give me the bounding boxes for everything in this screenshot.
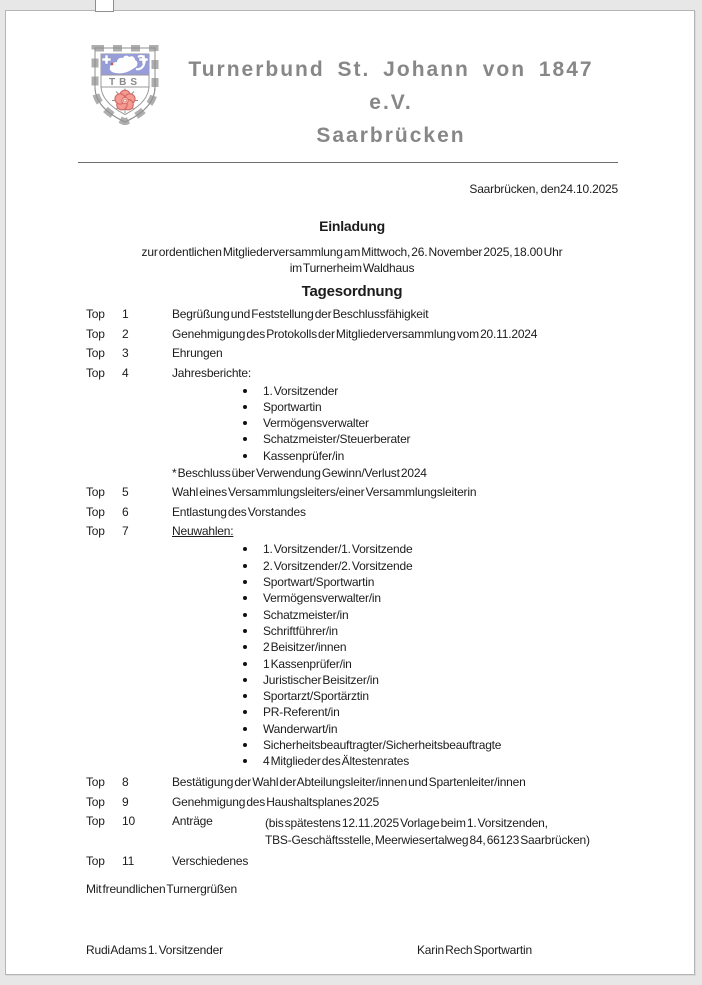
item-text: Wahl eines Versammlungsleiters/einer Versammlungsleiterin xyxy=(172,485,477,500)
item-body xyxy=(172,506,618,519)
top-label: Top xyxy=(86,346,105,360)
agenda-item-top-8 xyxy=(86,776,618,789)
bullet-list xyxy=(172,541,618,769)
agenda-item-top-5 xyxy=(86,486,618,499)
date-line: Saarbrücken, den24.10.2025 xyxy=(469,182,618,196)
top-label: Top xyxy=(86,794,105,809)
bullet-item: Vermögensverwalter/in xyxy=(172,590,618,606)
item-body xyxy=(172,308,618,321)
bullet-item: Schriftführer/in xyxy=(172,623,618,639)
item-text: Jahresberichte: xyxy=(172,365,252,380)
item-text: Neuwahlen: xyxy=(172,524,234,539)
bullet-item: Schatzmeister/in xyxy=(172,607,618,623)
top-label: Top xyxy=(86,814,105,829)
bullet-item: PR-Referent/in xyxy=(172,704,618,720)
bullet-item: Schatzmeister/Steuerberater xyxy=(172,431,618,447)
paren-line: (bis spätestens 12.11.2025 Vorlage beim 1. Vorsitzenden, xyxy=(265,816,548,831)
agenda-heading: Tagesordnung xyxy=(301,283,403,300)
agenda-list xyxy=(86,308,618,868)
signature-row xyxy=(86,943,618,957)
bullet-item: Sicherheitsbeauftragter/Sicherheitsbeauftragte xyxy=(172,737,618,753)
top-number: 3 xyxy=(122,346,129,360)
top-label: Top xyxy=(86,524,105,539)
item-text: Verschiedenes xyxy=(172,853,249,868)
document-page xyxy=(5,10,695,975)
bullet-item: 2. Vorsitzender/2. Vorsitzende xyxy=(172,558,618,574)
top-label: Top xyxy=(86,853,105,868)
bullet-item: Sportwart/Sportwartin xyxy=(172,574,618,590)
bullet-item: Sportwartin xyxy=(172,399,618,415)
agenda-item-top-3 xyxy=(86,347,618,360)
signature-right: Karin Rech Sportwartin xyxy=(417,942,532,957)
closing-line: Mit freundlichen Turnergrüßen xyxy=(86,881,237,896)
item-text-with-note xyxy=(172,815,618,848)
agenda-item-top-11 xyxy=(86,855,618,868)
club-title xyxy=(164,45,618,152)
agenda-item-top-7 xyxy=(86,525,618,769)
agenda-item-top-2 xyxy=(86,328,618,341)
document-content xyxy=(6,11,618,957)
item-body xyxy=(172,855,618,868)
page-top-marker xyxy=(95,0,114,12)
bullet-item: Vermögensverwalter xyxy=(172,415,618,431)
item-body xyxy=(172,486,618,499)
bullet-item: Juristischer Beisitzer/in xyxy=(172,672,618,688)
bullet-item: 4 Mitglieder des Ältestenrates xyxy=(172,753,618,769)
top-number: 4 xyxy=(122,365,129,380)
item-text: Ehrungen xyxy=(172,346,223,360)
letterhead-divider xyxy=(78,162,618,163)
invitation-heading: Einladung xyxy=(319,218,385,234)
bullet-item: Sportarzt/Sportärztin xyxy=(172,688,618,704)
agenda-item-top-10 xyxy=(86,815,618,848)
top-label: Top xyxy=(86,485,105,500)
invitation-intro xyxy=(86,244,618,276)
agenda-item-top-1 xyxy=(86,308,618,321)
signature-left: Rudi Adams 1. Vorsitzender xyxy=(86,942,223,957)
item-text: Genehmigung des Protokolls der Mitgliederversammlung vom 20.11.2024 xyxy=(172,326,538,341)
item-text: Genehmigung des Haushaltsplanes 2025 xyxy=(172,794,379,809)
item-text: Begrüßung und Feststellung der Beschlussfähigkeit xyxy=(172,307,429,321)
top-number: 11 xyxy=(122,853,135,868)
top-label: Top xyxy=(86,326,105,341)
bullet-item: Kassenprüfer/in xyxy=(172,448,618,464)
letterhead xyxy=(86,45,618,152)
bullet-item: Wanderwart/in xyxy=(172,721,618,737)
bullet-item: 1. Vorsitzender xyxy=(172,383,618,399)
top-label: Top xyxy=(86,504,105,519)
invitation-line2: im Turnerheim Waldhaus xyxy=(289,261,415,275)
item-text: Bestätigung der Wahl der Abteilungsleiter/innen und Spartenleiter/innen xyxy=(172,775,526,790)
club-crest-logo xyxy=(86,45,164,125)
item-body xyxy=(172,367,618,480)
bullet-item: 2 Beisitzer/innen xyxy=(172,639,618,655)
agenda-item-top-4 xyxy=(86,367,618,480)
item-text: Anträge xyxy=(172,814,213,829)
top-label: Top xyxy=(86,365,105,380)
invitation-line1: zur ordentlichen Mitgliederversammlung am Mittwoch, 26. November 2025, 18.00 Uhr xyxy=(141,245,563,259)
item-body xyxy=(172,328,618,341)
item-body xyxy=(172,815,618,848)
top-number: 1 xyxy=(122,307,129,321)
item-body xyxy=(172,796,618,809)
item-paren-note xyxy=(265,815,618,848)
club-title-line2: Saarbrücken xyxy=(316,124,466,147)
top-number: 7 xyxy=(122,524,129,539)
top-number: 2 xyxy=(122,326,129,341)
top-number: 5 xyxy=(122,485,129,500)
top-number: 9 xyxy=(122,794,129,809)
bullet-item: 1. Vorsitzender/1. Vorsitzende xyxy=(172,541,618,557)
top-number: 6 xyxy=(122,504,129,519)
item-note: * Beschluss über Verwendung Gewinn/Verlust 2024 xyxy=(172,465,427,480)
top-label: Top xyxy=(86,307,105,321)
item-text: Entlastung des Vorstandes xyxy=(172,504,306,519)
item-body xyxy=(172,525,618,769)
paren-line: TBS-Geschäftsstelle, Meerwiesertalweg 84, 66123 Saarbrücken) xyxy=(265,832,590,847)
top-number: 8 xyxy=(122,775,129,790)
top-number: 10 xyxy=(122,814,135,829)
crest-band-text: TBS xyxy=(109,77,141,88)
item-body xyxy=(172,776,618,789)
club-title-line1: Turnerbund St. Johann von 1847 e.V. xyxy=(188,58,594,114)
bullet-item: 1 Kassenprüfer/in xyxy=(172,656,618,672)
top-label: Top xyxy=(86,775,105,790)
bullet-list xyxy=(172,383,618,464)
agenda-item-top-6 xyxy=(86,506,618,519)
item-body xyxy=(172,347,618,360)
agenda-item-top-9 xyxy=(86,796,618,809)
